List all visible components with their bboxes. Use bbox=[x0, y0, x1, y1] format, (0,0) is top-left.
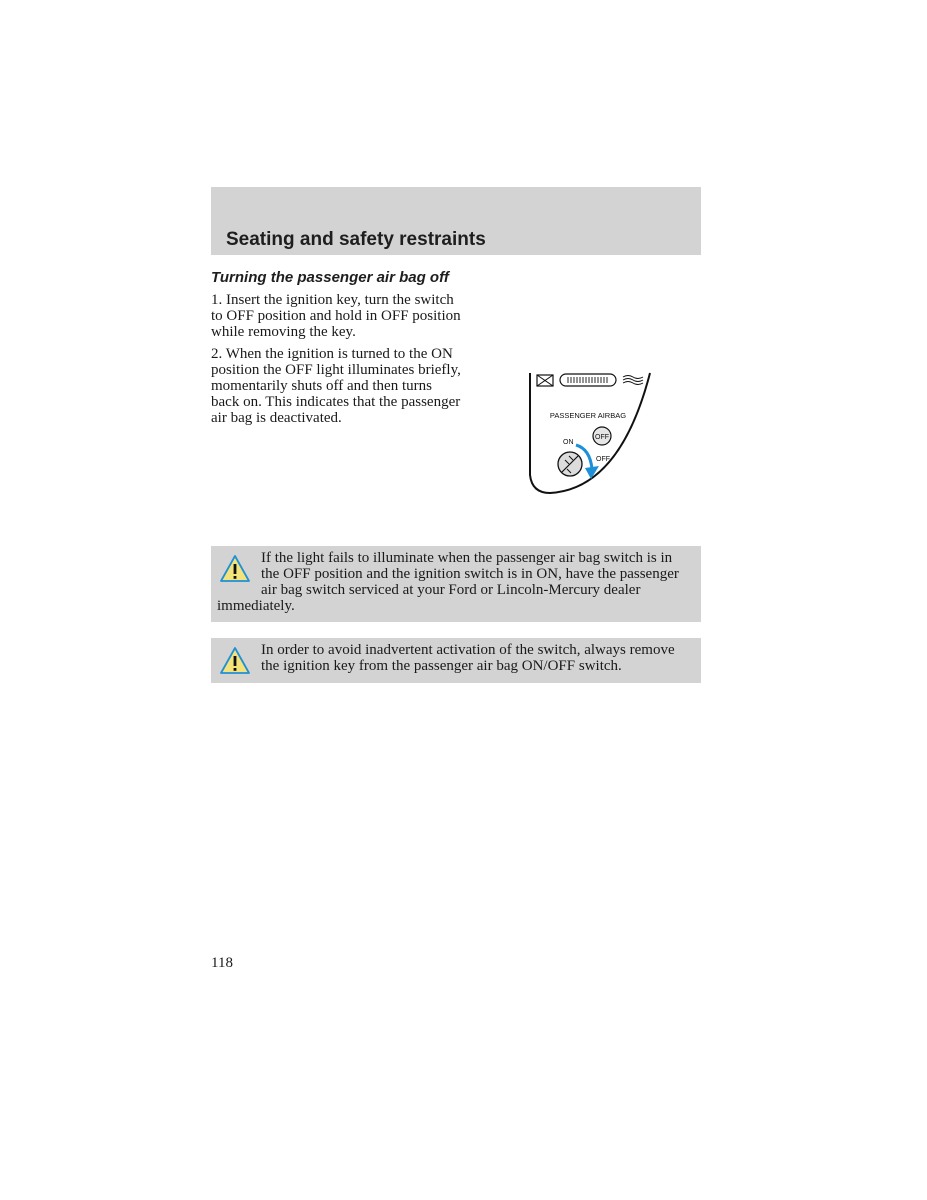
warning-triangle-icon bbox=[219, 646, 251, 676]
warning-box-2 bbox=[211, 638, 701, 683]
airbag-switch-illustration bbox=[520, 365, 660, 500]
section-header bbox=[211, 187, 701, 255]
airflow-icon bbox=[623, 376, 643, 385]
warning-text-2: In order to avoid inadvertent activation of the switch, always remove the ignition key from the passenger air bag ON/OFF switch. bbox=[261, 642, 675, 674]
page-number: 118 bbox=[211, 955, 233, 971]
off-position-label: OFF bbox=[596, 456, 610, 463]
warning-box-1 bbox=[211, 546, 701, 622]
subheading: Turning the passenger air bag off bbox=[211, 269, 449, 286]
warning-triangle-icon bbox=[219, 554, 251, 584]
step-1: 1. Insert the ignition key, turn the switch to OFF position and hold in OFF position while removing the key. bbox=[211, 292, 461, 340]
vent-blocked-icon bbox=[537, 375, 553, 386]
step-2: 2. When the ignition is turned to the ON position the OFF light illuminates briefly, momentarily shuts off and then turns back on. This indicates that the passenger air bag is deactivated. bbox=[211, 346, 461, 426]
thumbwheel-icon bbox=[560, 374, 616, 386]
warning-text-1: If the light fails to illuminate when the passenger air bag switch is in the OFF position and the ignition switch is in ON, have the passenger air bag switch serviced at your Ford or Lincoln-Mercury dealer immediately. bbox=[217, 550, 679, 614]
key-cylinder-icon bbox=[558, 452, 582, 476]
passenger-airbag-label: PASSENGER AIRBAG bbox=[549, 411, 627, 420]
section-title: Seating and safety restraints bbox=[226, 229, 486, 250]
on-position-label: ON bbox=[563, 439, 574, 446]
off-light-label: OFF bbox=[595, 434, 609, 441]
airbag-switch-diagram bbox=[520, 365, 660, 500]
